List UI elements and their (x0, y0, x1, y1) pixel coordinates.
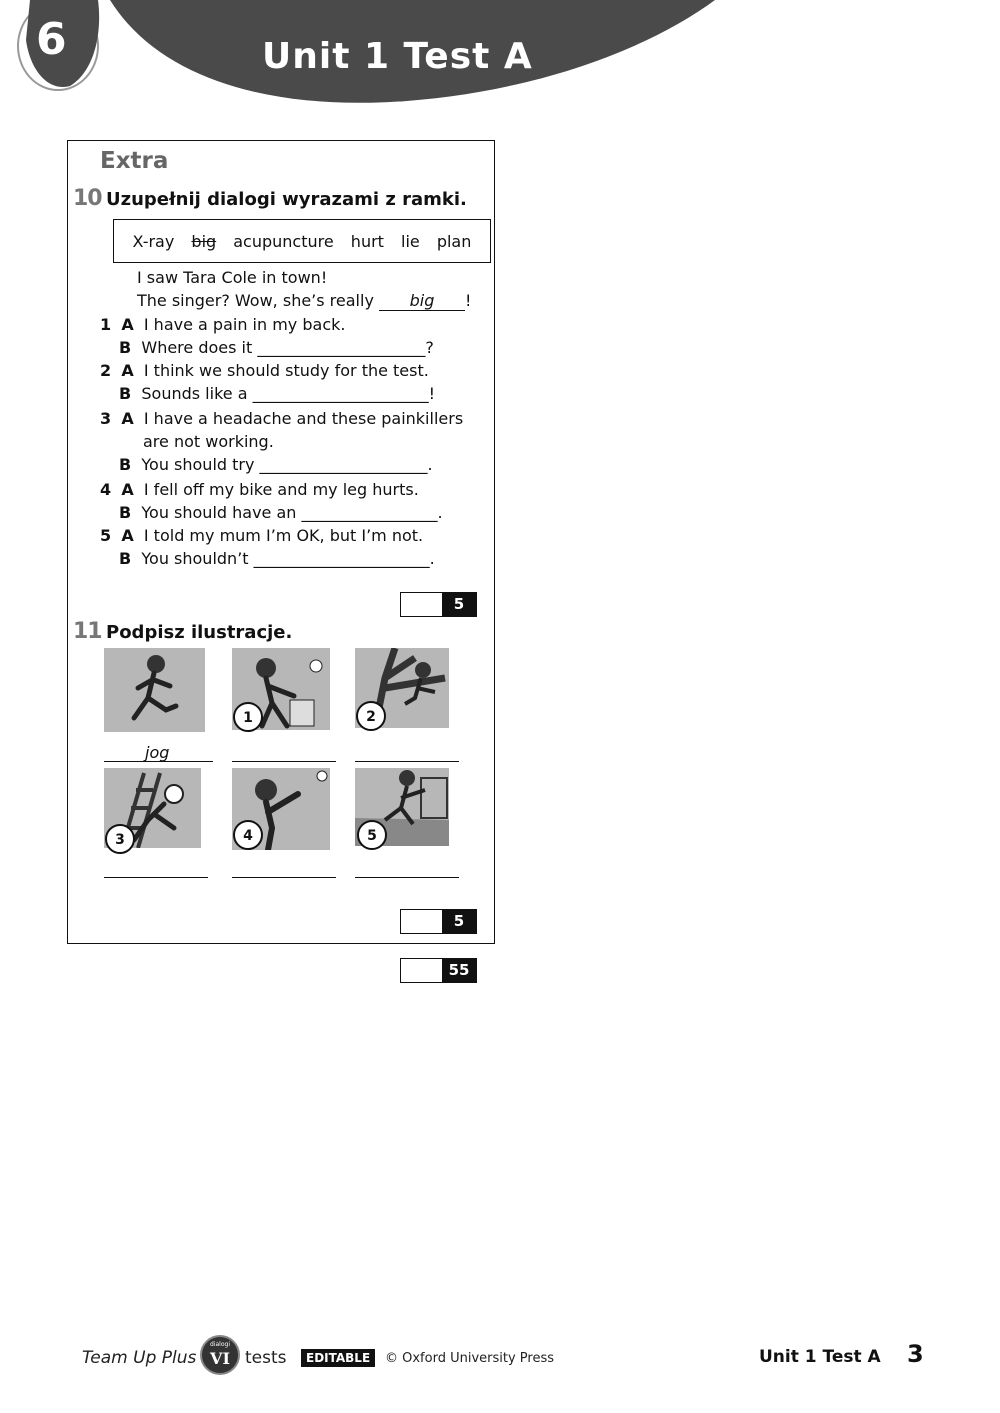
exercise-10-instruction: Uzupełnij dialogi wyrazami z ramki. (106, 189, 467, 210)
speaker-a-text: I fell off my bike and my leg hurts. (143, 480, 419, 499)
score-value: 5 (442, 593, 476, 616)
speaker-b-text[interactable]: You should try _____________________. (141, 455, 433, 474)
exercise-11-number: 11 (73, 619, 102, 644)
picture-badge-4: 4 (233, 820, 263, 850)
total-score[interactable] (400, 958, 477, 983)
speaker-b-text[interactable]: You shouldn’t ______________________. (141, 549, 435, 568)
word-box-word: plan (436, 231, 472, 251)
dialogi-logo-icon (199, 1334, 241, 1376)
answer-line-4[interactable] (232, 877, 336, 878)
example-line-2 (137, 291, 471, 311)
dialog-item-3-b: B You should try _____________________. (119, 455, 433, 474)
total-score-value: 55 (442, 959, 476, 982)
example-suffix: ! (465, 291, 472, 310)
copyright: © Oxford University Press (385, 1351, 555, 1366)
word-box-word: lie (401, 231, 420, 251)
page-title: Unit 1 Test A (262, 36, 533, 77)
footer-title: Unit 1 Test A (759, 1347, 881, 1367)
dialog-item-1-b: B Where does it _____________________? (119, 338, 434, 357)
exercise-10-number: 10 (73, 186, 102, 211)
answer-line-3[interactable] (104, 877, 208, 878)
logo-label: VI (210, 1349, 230, 1368)
section-label: Extra (100, 148, 169, 174)
dialog-item-4-b: B You should have an _________________. (119, 503, 443, 522)
example-answer-jog: jog (145, 743, 170, 762)
dialog-item-5-a: 5 A I told my mum I’m OK, but I’m not. (100, 526, 424, 545)
page-number: 3 (907, 1340, 924, 1368)
word-box-word: hurt (350, 231, 384, 251)
answer-line-5[interactable] (355, 877, 459, 878)
example-answer: big (379, 291, 465, 311)
picture-badge-5: 5 (357, 820, 387, 850)
dialog-item-3-a: 3 A I have a headache and these painkillers (100, 409, 464, 428)
footer-brand: Team Up Plus (82, 1348, 197, 1368)
dialog-item-1-a: 1 A I have a pain in my back. (100, 315, 346, 334)
word-box-word-struck: big (191, 231, 217, 251)
exercise-10-score[interactable] (400, 592, 477, 617)
speaker-a-text: I told my mum I’m OK, but I’m not. (143, 526, 424, 545)
dialog-item-3-a-cont: are not working. (143, 432, 274, 451)
exercise-11-score[interactable] (400, 909, 477, 934)
dialog-item-5-b: B You shouldn’t ______________________. (119, 549, 435, 568)
word-box-word: acupuncture (233, 231, 334, 251)
speaker-b-text[interactable]: Sounds like a ______________________! (141, 384, 435, 403)
item-number: 2 (100, 361, 112, 380)
level-number: 6 (36, 14, 67, 65)
answer-line-2[interactable] (355, 761, 459, 762)
score-value: 5 (442, 910, 476, 933)
footer-tests: tests (245, 1348, 287, 1368)
picture-badge-3: 3 (105, 824, 135, 854)
speaker-a-text: I have a pain in my back. (143, 315, 346, 334)
item-number: 1 (100, 315, 112, 334)
answer-line-1[interactable] (232, 761, 336, 762)
jogger-illustration (104, 648, 205, 732)
speaker-b-text[interactable]: You should have an _________________. (141, 503, 443, 522)
picture-badge-1: 1 (233, 702, 263, 732)
editable-badge: EDITABLE (301, 1349, 375, 1367)
item-number: 5 (100, 526, 112, 545)
word-box-word: X-ray (132, 231, 175, 251)
item-number: 4 (100, 480, 112, 499)
logo-top-text: dialogi (210, 1341, 230, 1348)
example-prefix: The singer? Wow, she’s really (137, 291, 374, 310)
speaker-a-text: I have a headache and these painkillers (143, 409, 464, 428)
exercise-11-instruction: Podpisz ilustracje. (106, 622, 293, 643)
item-number: 3 (100, 409, 112, 428)
speaker-a-text: I think we should study for the test. (143, 361, 429, 380)
picture-badge-2: 2 (356, 701, 386, 731)
dialog-item-4-a: 4 A I fell off my bike and my leg hurts. (100, 480, 419, 499)
speaker-b-text[interactable]: Where does it _____________________? (141, 338, 434, 357)
dialog-item-2-b: B Sounds like a ______________________! (119, 384, 435, 403)
picture-example-jogger (104, 648, 205, 732)
dialog-item-2-a: 2 A I think we should study for the test. (100, 361, 429, 380)
word-box (113, 219, 491, 263)
example-line-1: I saw Tara Cole in town! (137, 268, 328, 287)
